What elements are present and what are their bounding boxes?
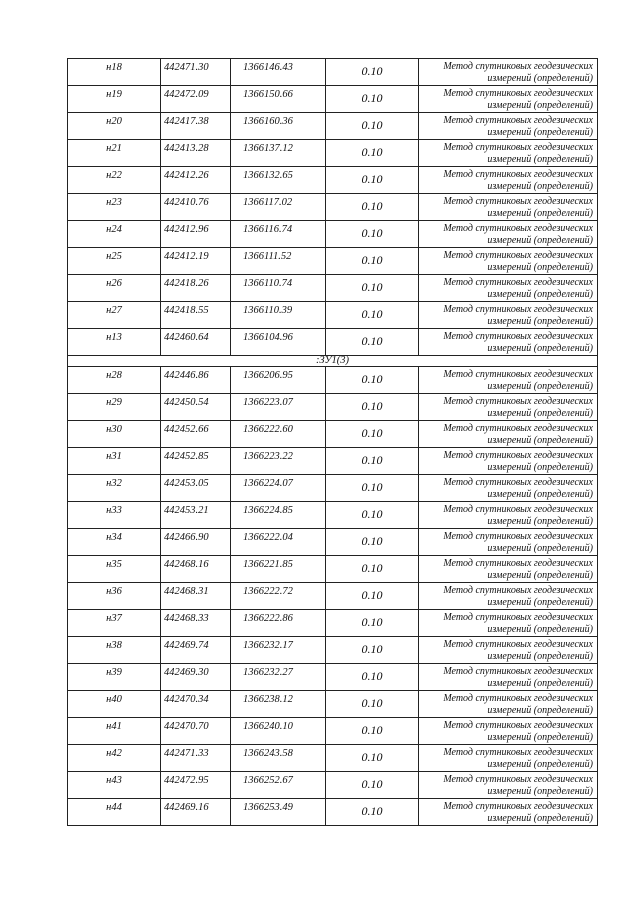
method-line-1: Метод спутниковых геодезических: [443, 801, 593, 812]
table-row: [68, 529, 598, 556]
accuracy-cell: 0.10: [326, 664, 419, 691]
method-line-1: Метод спутниковых геодезических: [443, 720, 593, 731]
method-cell: [419, 394, 598, 421]
y-coordinate-cell: 1366206.95: [231, 367, 326, 394]
accuracy-cell: 0.10: [326, 799, 419, 826]
point-id-cell: н34: [68, 529, 161, 556]
method-line-1: Метод спутниковых геодезических: [443, 639, 593, 650]
method-line-1: Метод спутниковых геодезических: [443, 504, 593, 515]
x-coordinate-cell: 442410.76: [161, 194, 231, 221]
x-coordinate-cell: 442469.74: [161, 637, 231, 664]
method-line-2: измерений (определений): [487, 100, 593, 111]
method-line-1: Метод спутниковых геодезических: [443, 250, 593, 261]
method-line-2: измерений (определений): [487, 235, 593, 246]
method-line-2: измерений (определений): [487, 127, 593, 138]
x-coordinate-cell: 442471.33: [161, 745, 231, 772]
point-id-cell: н40: [68, 691, 161, 718]
y-coordinate-cell: 1366117.02: [231, 194, 326, 221]
point-id-cell: н35: [68, 556, 161, 583]
y-coordinate-cell: 1366110.39: [231, 302, 326, 329]
table-row: [68, 583, 598, 610]
y-coordinate-cell: 1366116.74: [231, 221, 326, 248]
y-coordinate-cell: 1366150.66: [231, 86, 326, 113]
y-coordinate-cell: 1366238.12: [231, 691, 326, 718]
method-line-2: измерений (определений): [487, 678, 593, 689]
accuracy-cell: 0.10: [326, 86, 419, 113]
x-coordinate-cell: 442452.66: [161, 421, 231, 448]
rows-group-b: [68, 367, 598, 826]
table-row: [68, 113, 598, 140]
method-line-2: измерений (определений): [487, 489, 593, 500]
y-coordinate-cell: 1366243.58: [231, 745, 326, 772]
x-coordinate-cell: 442418.26: [161, 275, 231, 302]
method-line-1: Метод спутниковых геодезических: [443, 531, 593, 542]
method-line-2: измерений (определений): [487, 435, 593, 446]
method-line-1: Метод спутниковых геодезических: [443, 612, 593, 623]
y-coordinate-cell: 1366132.65: [231, 167, 326, 194]
y-coordinate-cell: 1366221.85: [231, 556, 326, 583]
point-id-cell: н30: [68, 421, 161, 448]
accuracy-cell: 0.10: [326, 718, 419, 745]
point-id-cell: н21: [68, 140, 161, 167]
method-line-2: измерений (определений): [487, 343, 593, 354]
y-coordinate-cell: 1366222.60: [231, 421, 326, 448]
y-coordinate-cell: 1366222.72: [231, 583, 326, 610]
point-id-cell: н26: [68, 275, 161, 302]
method-line-2: измерений (определений): [487, 181, 593, 192]
y-coordinate-cell: 1366222.04: [231, 529, 326, 556]
table-row: [68, 637, 598, 664]
method-line-2: измерений (определений): [487, 408, 593, 419]
y-coordinate-cell: 1366232.17: [231, 637, 326, 664]
method-cell: [419, 583, 598, 610]
table-row: [68, 664, 598, 691]
method-cell: [419, 664, 598, 691]
point-id-cell: н42: [68, 745, 161, 772]
x-coordinate-cell: 442470.34: [161, 691, 231, 718]
table-row: [68, 248, 598, 275]
method-line-1: Метод спутниковых геодезических: [443, 477, 593, 488]
method-cell: [419, 86, 598, 113]
point-id-cell: н41: [68, 718, 161, 745]
method-cell: [419, 637, 598, 664]
method-cell: [419, 221, 598, 248]
x-coordinate-cell: 442468.31: [161, 583, 231, 610]
accuracy-cell: 0.10: [326, 59, 419, 86]
y-coordinate-cell: 1366110.74: [231, 275, 326, 302]
table-row: [68, 475, 598, 502]
accuracy-cell: 0.10: [326, 329, 419, 356]
table-row: [68, 772, 598, 799]
method-line-1: Метод спутниковых геодезических: [443, 369, 593, 380]
table-row: [68, 367, 598, 394]
method-line-1: Метод спутниковых геодезических: [443, 223, 593, 234]
accuracy-cell: 0.10: [326, 556, 419, 583]
method-cell: [419, 421, 598, 448]
point-id-cell: н23: [68, 194, 161, 221]
method-line-2: измерений (определений): [487, 732, 593, 743]
point-id-cell: н13: [68, 329, 161, 356]
x-coordinate-cell: 442472.95: [161, 772, 231, 799]
accuracy-cell: 0.10: [326, 113, 419, 140]
y-coordinate-cell: 1366137.12: [231, 140, 326, 167]
method-line-2: измерений (определений): [487, 543, 593, 554]
method-line-2: измерений (определений): [487, 381, 593, 392]
method-cell: [419, 367, 598, 394]
accuracy-cell: 0.10: [326, 583, 419, 610]
table-row: [68, 167, 598, 194]
method-line-1: Метод спутниковых геодезических: [443, 88, 593, 99]
accuracy-cell: 0.10: [326, 637, 419, 664]
table-row: [68, 86, 598, 113]
method-line-1: Метод спутниковых геодезических: [443, 115, 593, 126]
method-cell: [419, 59, 598, 86]
point-id-cell: н29: [68, 394, 161, 421]
method-cell: [419, 745, 598, 772]
accuracy-cell: 0.10: [326, 275, 419, 302]
x-coordinate-cell: 442471.30: [161, 59, 231, 86]
method-line-2: измерений (определений): [487, 651, 593, 662]
x-coordinate-cell: 442417.38: [161, 113, 231, 140]
y-coordinate-cell: 1366240.10: [231, 718, 326, 745]
method-cell: [419, 302, 598, 329]
table-row: [68, 275, 598, 302]
point-id-cell: н18: [68, 59, 161, 86]
method-line-2: измерений (определений): [487, 208, 593, 219]
x-coordinate-cell: 442466.90: [161, 529, 231, 556]
method-cell: [419, 194, 598, 221]
y-coordinate-cell: 1366223.22: [231, 448, 326, 475]
y-coordinate-cell: 1366232.27: [231, 664, 326, 691]
point-id-cell: н25: [68, 248, 161, 275]
method-line-1: Метод спутниковых геодезических: [443, 423, 593, 434]
table-row: [68, 610, 598, 637]
x-coordinate-cell: 442469.30: [161, 664, 231, 691]
method-line-1: Метод спутниковых геодезических: [443, 585, 593, 596]
accuracy-cell: 0.10: [326, 140, 419, 167]
method-line-1: Метод спутниковых геодезических: [443, 304, 593, 315]
method-line-1: Метод спутниковых геодезических: [443, 142, 593, 153]
accuracy-cell: 0.10: [326, 448, 419, 475]
method-line-2: измерений (определений): [487, 154, 593, 165]
x-coordinate-cell: 442468.16: [161, 556, 231, 583]
method-line-1: Метод спутниковых геодезических: [443, 666, 593, 677]
method-line-1: Метод спутниковых геодезических: [443, 196, 593, 207]
method-line-1: Метод спутниковых геодезических: [443, 774, 593, 785]
accuracy-cell: 0.10: [326, 610, 419, 637]
y-coordinate-cell: 1366104.96: [231, 329, 326, 356]
method-line-2: измерений (определений): [487, 289, 593, 300]
method-line-2: измерений (определений): [487, 705, 593, 716]
method-line-1: Метод спутниковых геодезических: [443, 277, 593, 288]
point-id-cell: н33: [68, 502, 161, 529]
x-coordinate-cell: 442470.70: [161, 718, 231, 745]
accuracy-cell: 0.10: [326, 475, 419, 502]
accuracy-cell: 0.10: [326, 367, 419, 394]
table-row: [68, 799, 598, 826]
point-id-cell: н22: [68, 167, 161, 194]
method-cell: [419, 167, 598, 194]
method-line-2: измерений (определений): [487, 516, 593, 527]
point-id-cell: н38: [68, 637, 161, 664]
method-cell: [419, 248, 598, 275]
accuracy-cell: 0.10: [326, 691, 419, 718]
method-cell: [419, 718, 598, 745]
section-label: :ЗУ1(3): [68, 356, 598, 367]
y-coordinate-cell: 1366224.85: [231, 502, 326, 529]
table-row: [68, 302, 598, 329]
method-line-1: Метод спутниковых геодезических: [443, 450, 593, 461]
method-cell: [419, 475, 598, 502]
method-cell: [419, 113, 598, 140]
point-id-cell: н44: [68, 799, 161, 826]
table-row: [68, 221, 598, 248]
table-row: [68, 329, 598, 356]
accuracy-cell: 0.10: [326, 529, 419, 556]
method-line-2: измерений (определений): [487, 570, 593, 581]
rows-group-a: [68, 59, 598, 356]
method-cell: [419, 140, 598, 167]
table-row: [68, 448, 598, 475]
point-id-cell: н31: [68, 448, 161, 475]
accuracy-cell: 0.10: [326, 302, 419, 329]
y-coordinate-cell: 1366223.07: [231, 394, 326, 421]
x-coordinate-cell: 442412.26: [161, 167, 231, 194]
method-line-2: измерений (определений): [487, 624, 593, 635]
accuracy-cell: 0.10: [326, 221, 419, 248]
y-coordinate-cell: 1366222.86: [231, 610, 326, 637]
section-group: [68, 356, 598, 367]
point-id-cell: н39: [68, 664, 161, 691]
table-row: [68, 59, 598, 86]
x-coordinate-cell: 442453.05: [161, 475, 231, 502]
point-id-cell: н24: [68, 221, 161, 248]
method-cell: [419, 529, 598, 556]
point-id-cell: н20: [68, 113, 161, 140]
y-coordinate-cell: 1366146.43: [231, 59, 326, 86]
method-line-2: измерений (определений): [487, 462, 593, 473]
method-line-1: Метод спутниковых геодезических: [443, 61, 593, 72]
accuracy-cell: 0.10: [326, 394, 419, 421]
table-row: [68, 394, 598, 421]
method-line-1: Метод спутниковых геодезических: [443, 331, 593, 342]
x-coordinate-cell: 442412.19: [161, 248, 231, 275]
x-coordinate-cell: 442446.86: [161, 367, 231, 394]
y-coordinate-cell: 1366252.67: [231, 772, 326, 799]
method-line-1: Метод спутниковых геодезических: [443, 558, 593, 569]
accuracy-cell: 0.10: [326, 194, 419, 221]
method-line-1: Метод спутниковых геодезических: [443, 169, 593, 180]
x-coordinate-cell: 442469.16: [161, 799, 231, 826]
table-row: [68, 718, 598, 745]
point-id-cell: н43: [68, 772, 161, 799]
method-line-1: Метод спутниковых геодезических: [443, 396, 593, 407]
method-cell: [419, 448, 598, 475]
table-row: [68, 421, 598, 448]
method-cell: [419, 556, 598, 583]
y-coordinate-cell: 1366160.36: [231, 113, 326, 140]
section-row: [68, 356, 598, 367]
coordinates-table: [67, 58, 598, 826]
accuracy-cell: 0.10: [326, 421, 419, 448]
point-id-cell: н28: [68, 367, 161, 394]
accuracy-cell: 0.10: [326, 502, 419, 529]
accuracy-cell: 0.10: [326, 248, 419, 275]
table-row: [68, 556, 598, 583]
method-line-2: измерений (определений): [487, 813, 593, 824]
x-coordinate-cell: 442453.21: [161, 502, 231, 529]
x-coordinate-cell: 442450.54: [161, 394, 231, 421]
method-line-2: измерений (определений): [487, 597, 593, 608]
table-row: [68, 691, 598, 718]
point-id-cell: н37: [68, 610, 161, 637]
point-id-cell: н32: [68, 475, 161, 502]
x-coordinate-cell: 442452.85: [161, 448, 231, 475]
accuracy-cell: 0.10: [326, 772, 419, 799]
point-id-cell: н19: [68, 86, 161, 113]
x-coordinate-cell: 442412.96: [161, 221, 231, 248]
accuracy-cell: 0.10: [326, 167, 419, 194]
y-coordinate-cell: 1366111.52: [231, 248, 326, 275]
method-line-2: измерений (определений): [487, 73, 593, 84]
table-row: [68, 140, 598, 167]
method-cell: [419, 610, 598, 637]
method-line-2: измерений (определений): [487, 786, 593, 797]
method-line-2: измерений (определений): [487, 759, 593, 770]
method-line-2: измерений (определений): [487, 262, 593, 273]
method-line-1: Метод спутниковых геодезических: [443, 747, 593, 758]
method-cell: [419, 772, 598, 799]
x-coordinate-cell: 442460.64: [161, 329, 231, 356]
method-line-2: измерений (определений): [487, 316, 593, 327]
method-cell: [419, 799, 598, 826]
point-id-cell: н27: [68, 302, 161, 329]
point-id-cell: н36: [68, 583, 161, 610]
method-cell: [419, 691, 598, 718]
x-coordinate-cell: 442472.09: [161, 86, 231, 113]
table-row: [68, 194, 598, 221]
x-coordinate-cell: 442418.55: [161, 302, 231, 329]
table-row: [68, 502, 598, 529]
y-coordinate-cell: 1366253.49: [231, 799, 326, 826]
method-line-1: Метод спутниковых геодезических: [443, 693, 593, 704]
x-coordinate-cell: 442413.28: [161, 140, 231, 167]
method-cell: [419, 275, 598, 302]
table-row: [68, 745, 598, 772]
method-cell: [419, 502, 598, 529]
accuracy-cell: 0.10: [326, 745, 419, 772]
method-cell: [419, 329, 598, 356]
y-coordinate-cell: 1366224.07: [231, 475, 326, 502]
x-coordinate-cell: 442468.33: [161, 610, 231, 637]
